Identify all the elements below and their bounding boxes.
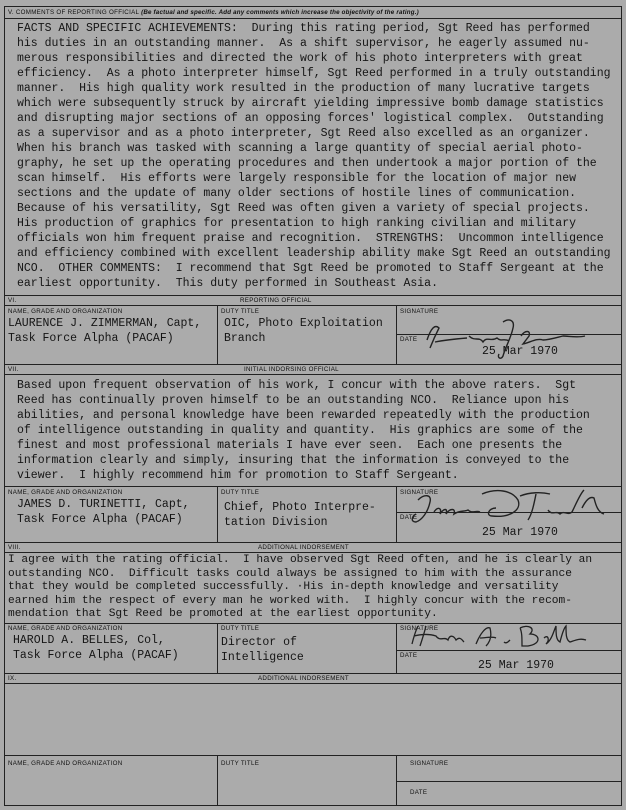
text-line: which were subsequently struck by aircraft yielding impressive bomb damage statistics [17, 97, 604, 110]
text-line: mendation that Sgt Reed be promoted at the earliest opportunity. [8, 608, 438, 621]
section7-number: VII. [8, 366, 19, 373]
text-line: Based upon frequent observation of his work, I concur with the above raters. Sgt [17, 379, 576, 392]
divider [4, 305, 622, 306]
section7-title: INITIAL INDORSING OFFICIAL [244, 366, 339, 373]
section8-name-label: NAME, GRADE AND ORGANIZATION [8, 625, 123, 632]
text-line: information clearly and simply, insuring that the information is conveyed to the [17, 454, 570, 467]
text-line: graphy, he set up the operating procedures and then undertook a major portion of the [17, 157, 597, 170]
divider [4, 683, 622, 684]
text-line: manner. His high quality work resulted in the production of many lucrative targets [17, 82, 590, 95]
section8-title: ADDITIONAL INDORSEMENT [258, 544, 349, 551]
section8-comments [8, 554, 592, 622]
section7-signature-label: SIGNATURE [400, 489, 439, 496]
text-line: efficiency. As a photo interpreter himself, Sgt Reed performed in a truly outstanding [17, 67, 611, 80]
divider [396, 623, 397, 673]
divider [217, 486, 218, 542]
section9-title: ADDITIONAL INDORSEMENT [258, 675, 349, 682]
text-line: Because of his versatility, Sgt Reed was often given a variety of special projects. [17, 202, 590, 215]
text-line: FACTS AND SPECIFIC ACHIEVEMENTS: During this rating period, Sgt Reed has performed [17, 22, 590, 35]
section7-name: JAMES D. TURINETTI, Capt, Task Force Alpha (PACAF) [17, 498, 190, 526]
text-line: officials won him frequent praise and recognition. STRENGTHS: Uncommon intelligence [17, 232, 604, 245]
section6-name: LAURENCE J. ZIMMERMAN, Capt, Task Force Alpha (PACAF) [8, 317, 202, 345]
divider [4, 542, 622, 543]
text-line: as a supervisor and as a photo interpreter, Sgt Reed also excelled as an organizer. [17, 127, 590, 140]
text-line: Reed has continually proven himself to be an outstanding NCO. Reliance upon his [17, 394, 570, 407]
section9-duty-label: DUTY TITLE [221, 760, 260, 767]
section6-duty-label: DUTY TITLE [221, 308, 260, 315]
text-line: NCO. OTHER COMMENTS: I recommend that Sgt Reed be promoted to Staff Sergeant at the [17, 262, 604, 275]
text-line: viewer. I highly recommend him for promotion to Staff Sergeant. [17, 469, 459, 482]
section6-number: VI. [8, 297, 17, 304]
text-line: earned him the respect of every man he worked with. I highly concur with the recom- [8, 594, 572, 607]
section5-comments [17, 21, 611, 291]
section6-signature-label: SIGNATURE [400, 308, 439, 315]
text-line: outstanding NCO. Difficult tasks could always be assigned to him with the assurance [8, 567, 572, 580]
section8-duty-label: DUTY TITLE [221, 625, 260, 632]
divider [217, 623, 218, 673]
turinetti-signature [400, 486, 620, 528]
divider [396, 486, 397, 542]
text-line: finest and most professional materials I have ever seen. Each one presents the [17, 439, 563, 452]
text-line: sections and the update of many older sections of hostile lines of communication. [17, 187, 576, 200]
section8-duty: Director of Intelligence [221, 636, 304, 664]
section9-name-label: NAME, GRADE AND ORGANIZATION [8, 760, 123, 767]
section9-signature-label: SIGNATURE [410, 760, 449, 767]
text-line: and efficiency combined with excellent leadership ability make Sgt Reed an outstanding [17, 247, 611, 260]
section8-number: VIII. [8, 544, 21, 551]
text-line: of intelligence outstanding in quality and quantity. His graphics are some of the [17, 424, 583, 437]
section6-date-label: DATE [400, 336, 418, 343]
divider [4, 364, 622, 365]
section7-duty-label: DUTY TITLE [221, 489, 260, 496]
divider [396, 781, 622, 782]
text-line: merous responsibilities and directed the work of his photo interpreters with great [17, 52, 583, 65]
divider [4, 673, 622, 674]
section7-date: 25 Mar 1970 [482, 526, 558, 539]
belles-signature [400, 622, 600, 650]
section9-date-label: DATE [410, 789, 428, 796]
divider [217, 305, 218, 364]
divider [4, 295, 622, 296]
text-line: When his branch was tasked with scanning a large quantity of special aerial photo- [17, 142, 583, 155]
section5-header: V. COMMENTS OF REPORTING OFFICIAL (Be factual and specific. Add any comments which increase the objectivity of the rating.) [8, 9, 419, 16]
text-line: earliest opportunity. This duty performed in Southeast Asia. [17, 277, 438, 290]
section8-date-label: DATE [400, 652, 418, 659]
divider [4, 18, 622, 19]
section7-duty: Chief, Photo Interpre- tation Division [224, 501, 376, 529]
section9-number: IX. [8, 675, 17, 682]
section7-comments [17, 378, 590, 483]
divider [217, 755, 218, 806]
section6-name-label: NAME, GRADE AND ORGANIZATION [8, 308, 123, 315]
section7-name-label: NAME, GRADE AND ORGANIZATION [8, 489, 123, 496]
text-line: abilities, and personal knowledge have been rewarded repeatedly with the production [17, 409, 590, 422]
section6-duty: OIC, Photo Exploitation Branch [224, 317, 383, 345]
zimmerman-signature [405, 312, 615, 362]
section6-title: REPORTING OFFICIAL [240, 297, 312, 304]
section5-header-note: (Be factual and specific. Add any comments which increase the objectivity of the rating.) [141, 9, 419, 16]
text-line: that they would be completed successfully. ·His in-depth knowledge and versatility [8, 581, 559, 594]
text-line: I agree with the rating official. I have observed Sgt Reed often, and he is clearly an [8, 554, 593, 566]
section6-date: 25 Mar 1970 [482, 345, 558, 358]
text-line: and disrupting major sections of an opposing forces' logistical complex. Outstanding [17, 112, 604, 125]
divider [4, 552, 622, 553]
text-line: his duties in an outstanding manner. As a shift supervisor, he eagerly assumed nu- [17, 37, 590, 50]
divider [4, 374, 622, 375]
section8-date: 25 Mar 1970 [478, 659, 554, 672]
section8-signature-label: SIGNATURE [400, 625, 439, 632]
divider [396, 650, 622, 651]
text-line: His production of graphics for presentation to high ranking civilian and military [17, 217, 576, 230]
text-line: scan himself. His efforts were largely responsible for the location of major new [17, 172, 576, 185]
divider [4, 755, 622, 756]
section8-name: HAROLD A. BELLES, Col, Task Force Alpha (PACAF) [13, 634, 179, 662]
section7-date-label: DATE [400, 514, 418, 521]
